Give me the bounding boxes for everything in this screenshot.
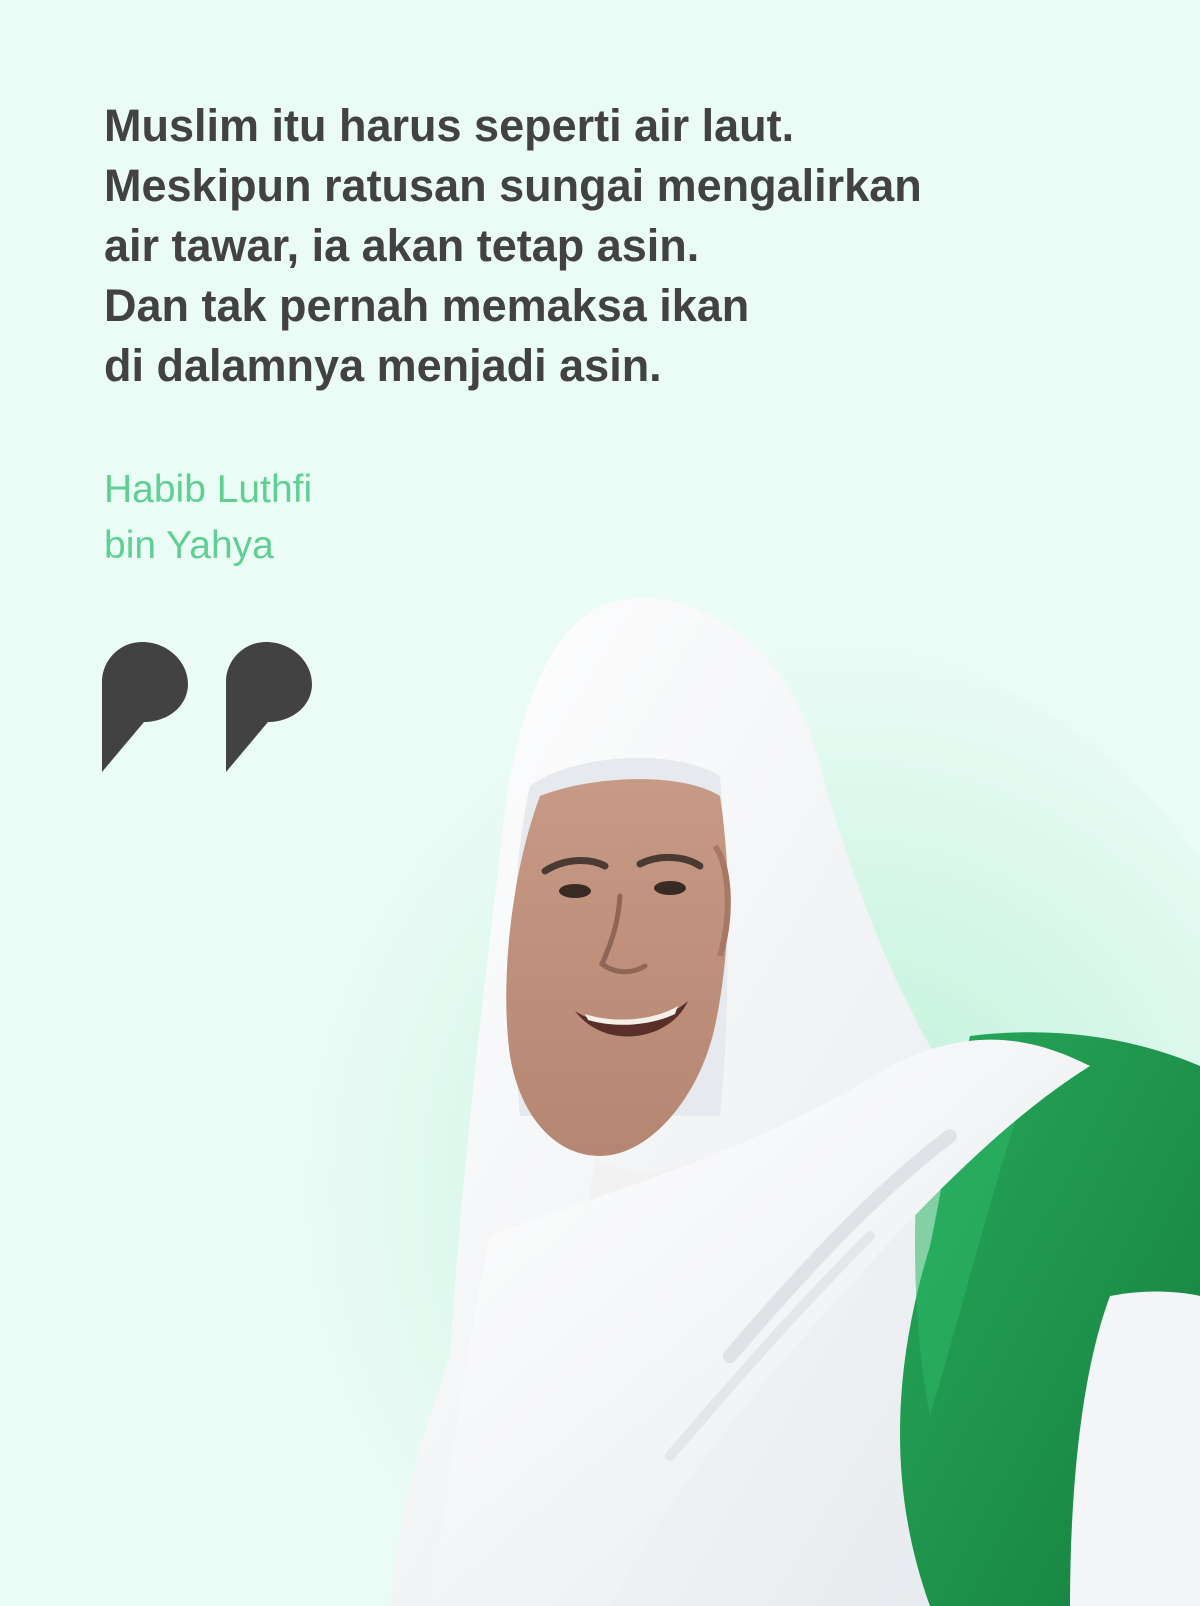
- closing-quote-icon: [102, 642, 188, 772]
- portrait-illustration: [370, 596, 1200, 1606]
- quote-line: di dalamnya menjadi asin.: [104, 340, 662, 391]
- quote-line: Muslim itu harus seperti air laut.: [104, 100, 795, 151]
- author-name: [104, 462, 312, 574]
- author-line: Habib Luthfi: [104, 468, 313, 511]
- quote-line: Meskipun ratusan sungai mengalirkan: [104, 160, 922, 211]
- quote-line: Dan tak pernah memaksa ikan: [104, 280, 750, 331]
- author-line: bin Yahya: [104, 524, 274, 567]
- closing-quote-icon: [226, 642, 312, 772]
- quote-line: air tawar, ia akan tetap asin.: [104, 220, 700, 271]
- quote-text: [104, 96, 1064, 396]
